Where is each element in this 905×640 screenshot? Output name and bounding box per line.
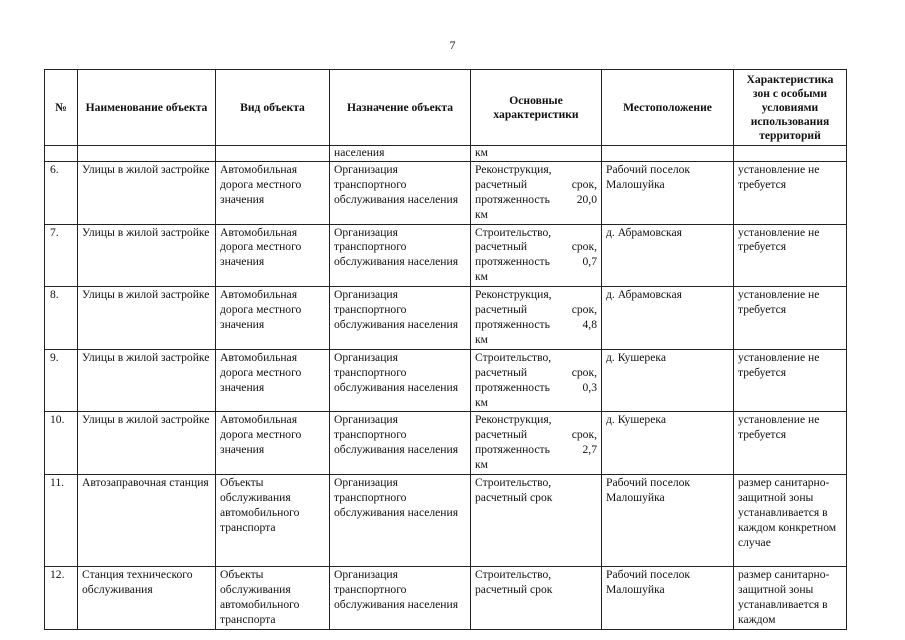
row-characteristics (471, 287, 602, 350)
char-line: Строительство, (475, 225, 552, 239)
row-location: Рабочий поселок Малошуйка (602, 475, 734, 567)
char-word: протяженность (475, 443, 550, 457)
char-word: срок, (571, 177, 597, 191)
continuation-characteristics: км (471, 146, 602, 162)
row-name: Станция технического обслуживания (78, 567, 216, 630)
continuation-purpose: населения (330, 146, 471, 162)
row-purpose: Организация транспортного обслуживания населения (330, 161, 471, 224)
row-location: Рабочий поселок Малошуйка (602, 161, 734, 224)
char-word: расчетный (475, 428, 528, 442)
row-zones: установление не требуется (734, 161, 847, 224)
table-row (45, 412, 847, 475)
row-zones: размер санитарно-защитной зоны устанавливается в каждом (734, 567, 847, 630)
row-purpose: Организация транспортного обслуживания населения (330, 412, 471, 475)
char-word: срок, (571, 240, 597, 254)
char-value: 4,8 (582, 317, 597, 331)
char-line: км (475, 395, 488, 409)
char-line (475, 318, 597, 333)
char-line: км (475, 332, 488, 346)
row-num: 11. (45, 475, 78, 567)
char-line (475, 255, 597, 270)
char-word: протяженность (475, 380, 550, 394)
row-location: д. Абрамовская (602, 224, 734, 287)
header-purpose: Назначение объекта (330, 70, 471, 146)
row-location: д. Кушерека (602, 349, 734, 412)
char-line (475, 428, 597, 443)
continuation-row (45, 146, 847, 162)
row-purpose: Организация транспортного обслуживания населения (330, 567, 471, 630)
char-line: км (475, 270, 488, 284)
row-name: Улицы в жилой застройке (78, 412, 216, 475)
table-header-row (45, 70, 847, 146)
char-value: 20,0 (576, 192, 597, 206)
row-purpose: Организация транспортного обслуживания населения (330, 475, 471, 567)
char-line (475, 178, 597, 193)
row-name: Автозаправочная станция (78, 475, 216, 567)
table-row (45, 349, 847, 412)
char-line: Реконструкция, (475, 162, 552, 176)
row-zones: установление не требуется (734, 412, 847, 475)
row-purpose: Организация транспортного обслуживания населения (330, 287, 471, 350)
header-num: № (45, 70, 78, 146)
row-name: Улицы в жилой застройке (78, 161, 216, 224)
char-line: Реконструкция, (475, 288, 552, 302)
row-num: 12. (45, 567, 78, 630)
header-type: Вид объекта (216, 70, 330, 146)
char-value: 0,7 (582, 255, 597, 269)
row-characteristics (471, 412, 602, 475)
row-characteristics: Строительство, расчетный срок (471, 475, 602, 567)
char-line: км (475, 458, 488, 472)
row-num: 10. (45, 412, 78, 475)
table-cell (216, 146, 330, 162)
char-word: расчетный (475, 177, 528, 191)
char-value: 2,7 (582, 443, 597, 457)
table-row (45, 287, 847, 350)
char-line (475, 303, 597, 318)
row-type: Автомобильная дорога местного значения (216, 287, 330, 350)
row-type: Автомобильная дорога местного значения (216, 224, 330, 287)
row-purpose: Организация транспортного обслуживания населения (330, 349, 471, 412)
row-characteristics (471, 349, 602, 412)
char-word: срок, (571, 428, 597, 442)
row-num: 8. (45, 287, 78, 350)
char-line: км (475, 207, 488, 221)
row-location: д. Кушерека (602, 412, 734, 475)
row-characteristics (471, 224, 602, 287)
table-cell (78, 146, 216, 162)
page-number: 7 (449, 38, 456, 52)
row-name: Улицы в жилой застройке (78, 224, 216, 287)
header-location: Местоположение (602, 70, 734, 146)
char-line (475, 443, 597, 458)
table-row (45, 567, 847, 630)
table-cell (734, 146, 847, 162)
char-word: расчетный (475, 365, 528, 379)
row-location: Рабочий поселок Малошуйка (602, 567, 734, 630)
table-cell (45, 146, 78, 162)
char-line: Строительство, (475, 350, 552, 364)
row-zones: установление не требуется (734, 349, 847, 412)
char-word: срок, (571, 365, 597, 379)
row-type: Объекты обслуживания автомобильного транспорта (216, 475, 330, 567)
row-num: 9. (45, 349, 78, 412)
header-zones: Характеристика зон с особыми условиями использования территорий (734, 70, 847, 146)
row-zones: размер санитарно-защитной зоны устанавливается в каждом конкретном случае (734, 475, 847, 567)
row-type: Автомобильная дорога местного значения (216, 161, 330, 224)
row-num: 6. (45, 161, 78, 224)
header-name: Наименование объекта (78, 70, 216, 146)
char-word: расчетный (475, 240, 528, 254)
row-type: Автомобильная дорога местного значения (216, 349, 330, 412)
char-word: расчетный (475, 303, 528, 317)
objects-table (44, 69, 847, 630)
char-word: протяженность (475, 192, 550, 206)
row-characteristics (471, 161, 602, 224)
table-row (45, 475, 847, 567)
char-line (475, 366, 597, 381)
row-zones: установление не требуется (734, 224, 847, 287)
row-name: Улицы в жилой застройке (78, 349, 216, 412)
row-type: Автомобильная дорога местного значения (216, 412, 330, 475)
char-word: протяженность (475, 317, 550, 331)
char-value: 0,3 (582, 380, 597, 394)
row-zones: установление не требуется (734, 287, 847, 350)
row-num: 7. (45, 224, 78, 287)
char-line (475, 381, 597, 396)
char-word: протяженность (475, 255, 550, 269)
row-characteristics: Строительство, расчетный срок (471, 567, 602, 630)
char-line (475, 193, 597, 208)
char-word: срок, (571, 303, 597, 317)
row-location: д. Абрамовская (602, 287, 734, 350)
char-line: Реконструкция, (475, 413, 552, 427)
table-cell (602, 146, 734, 162)
table-row (45, 161, 847, 224)
char-line (475, 240, 597, 255)
row-type: Объекты обслуживания автомобильного транспорта (216, 567, 330, 630)
row-name: Улицы в жилой застройке (78, 287, 216, 350)
header-characteristics: Основные характеристики (471, 70, 602, 146)
table-row (45, 224, 847, 287)
row-purpose: Организация транспортного обслуживания населения (330, 224, 471, 287)
